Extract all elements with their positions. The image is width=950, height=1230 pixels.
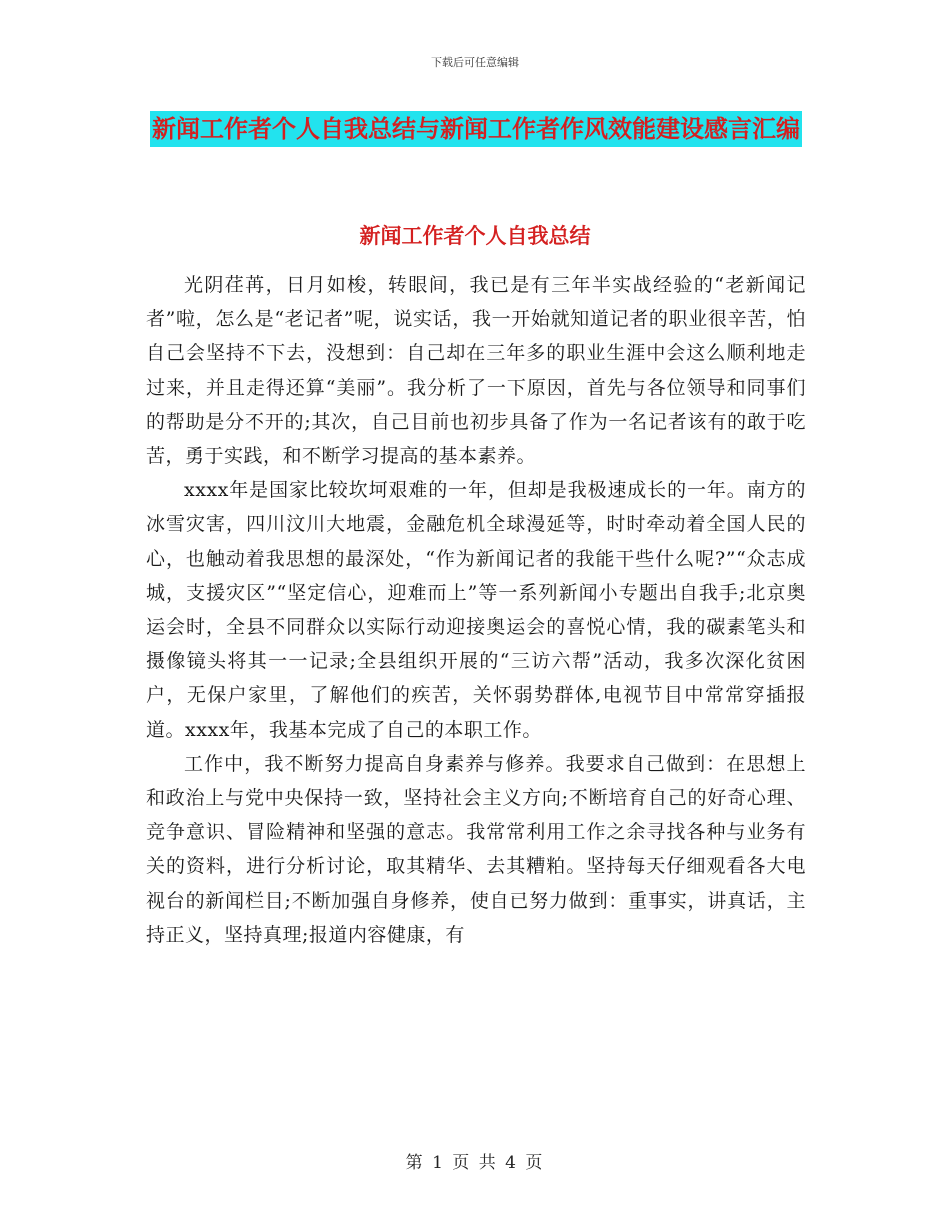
document-title-text: 新闻工作者个人自我总结与新闻工作者作风效能建设感言汇编 bbox=[150, 111, 802, 147]
paragraph: xxxx年是国家比较坎坷艰难的一年，但却是我极速成长的一年。南方的冰雪灾害，四川汶川大地震，金融危机全球漫延等，时时牵动着全国人民的心，也触动着我思想的最深处，“作为新闻记者的我能干些什么呢?”“众志成城，支援灾区”“坚定信心，迎难而上”等一系列新闻小专题出自我手;北京奥运会时，全县不同群众以实际行动迎接奥运会的喜悦心情，我的碳素笔头和摄像镜头将其一一记录;全县组织开展的“三访六帮”活动，我多次深化贫困户，无保户家里，了解他们的疾苦，关怀弱势群体,电视节目中常常穿插报道。xxxx年，我基本完成了自己的本职工作。 bbox=[146, 479, 806, 741]
paragraph: 工作中，我不断努力提高自身素养与修养。我要求自己做到：在思想上和政治上与党中央保持一致，坚持社会主义方向;不断培育自己的好奇心理、竞争意识、冒险精神和坚强的意志。我常常利用工作之余寻找各种与业务有关的资料，进行分析讨论，取其精华、去其糟粕。坚持每天仔细观看各大电视台的新闻栏目;不断加强自身修养，使自已努力做到：重事实，讲真话，主持正义，坚持真理;报道内容健康，有 bbox=[146, 752, 806, 946]
page-number-footer: 第 1 页 共 4 页 bbox=[405, 1153, 545, 1173]
body-text bbox=[146, 268, 806, 952]
section-title: 新闻工作者个人自我总结 bbox=[359, 224, 591, 248]
header-note: 下载后可任意编辑 bbox=[431, 56, 519, 69]
paragraph: 光阴荏苒，日月如梭，转眼间，我已是有三年半实战经验的“老新闻记者”啦，怎么是“老记者”呢，说实话，我一开始就知道记者的职业很辛苦，怕自己会坚持不下去，没想到：自己却在三年多的职业生涯中会这么顺利地走过来，并且走得还算“美丽”。我分析了一下原因，首先与各位领导和同事们的帮助是分不开的;其次，自己目前也初步具备了作为一名记者该有的敢于吃苦，勇于实践，和不断学习提高的基本素养。 bbox=[146, 274, 806, 468]
document-title bbox=[146, 106, 806, 153]
